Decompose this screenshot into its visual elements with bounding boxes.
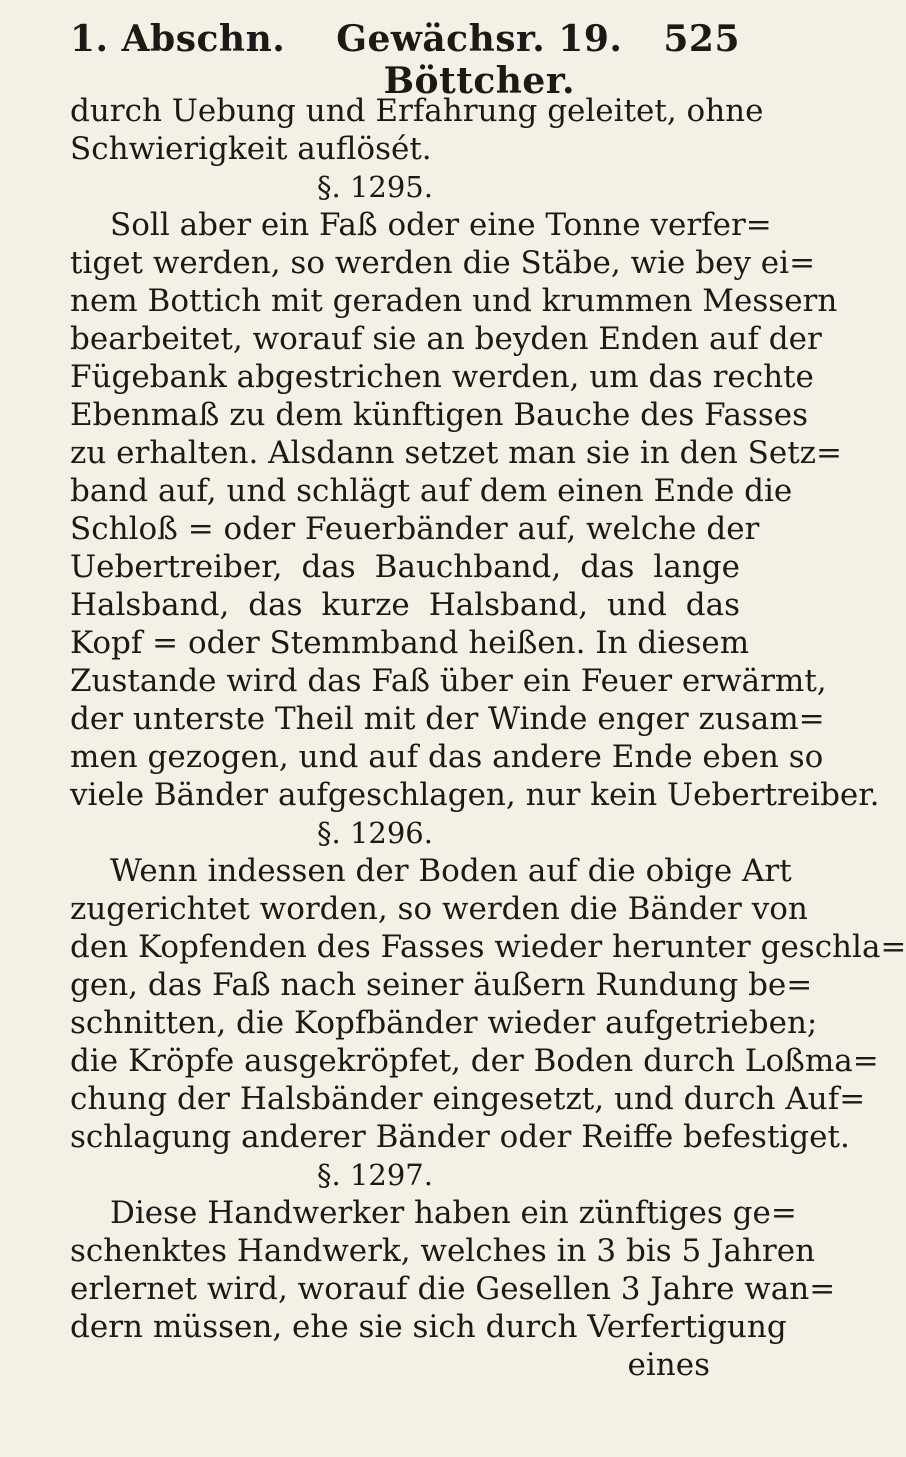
- text-line: Diese Handwerker haben ein zünftiges ge=: [110, 1195, 797, 1231]
- text-line: Wenn indessen der Boden auf die obige Art: [110, 853, 792, 889]
- text-line: Soll aber ein Faß oder eine Tonne verfer=: [110, 207, 772, 243]
- text-line: viele Bänder aufgeschlagen, nur kein Uebertreiber.: [70, 777, 880, 813]
- section-number: §. 1296.: [317, 816, 433, 850]
- text-line: durch Uebung und Erfahrung geleitet, ohne: [70, 93, 764, 129]
- text-line: Zustande wird das Faß über ein Feuer erwärmt,: [70, 663, 827, 699]
- text-line: Kopf = oder Stemmband heißen. In diesem: [70, 625, 750, 661]
- text-line: der unterste Theil mit der Winde enger zusam=: [70, 701, 825, 737]
- body-text: [70, 92, 906, 1384]
- text-line: schlagung anderer Bänder oder Reiffe befestiget.: [70, 1119, 850, 1155]
- section-number: §. 1297.: [317, 1158, 433, 1192]
- page-number: 525: [663, 18, 740, 60]
- text-line: band auf, und schlägt auf dem einen Ende die: [70, 473, 793, 509]
- text-line: schnitten, die Kopfbänder wieder aufgetrieben;: [70, 1005, 818, 1041]
- text-line: gen, das Faß nach seiner äußern Rundung be=: [70, 967, 813, 1003]
- text-line: Schwierigkeit auflösét.: [70, 131, 432, 167]
- section-number: §. 1295.: [317, 170, 433, 204]
- text-line: bearbeitet, worauf sie an beyden Enden auf der: [70, 321, 822, 357]
- text-line: tiget werden, so werden die Stäbe, wie bey ei=: [70, 245, 816, 281]
- running-head-title: Gewächsr. 19. Böttcher.: [336, 18, 623, 102]
- text-line: Schloß = oder Feuerbänder auf, welche der: [70, 511, 760, 547]
- text-line: erlernet wird, worauf die Gesellen 3 Jahre wan=: [70, 1271, 836, 1307]
- text-line: men gezogen, und auf das andere Ende eben so: [70, 739, 824, 775]
- text-line: nem Bottich mit geraden und krummen Messern: [70, 283, 838, 319]
- catchword: eines: [627, 1347, 710, 1383]
- running-head: [70, 18, 740, 102]
- text-line: zugerichtet worden, so werden die Bänder von: [70, 891, 808, 927]
- text-line: Halsband, das kurze Halsband, und das: [70, 587, 740, 623]
- running-head-section: 1. Abschn.: [70, 18, 286, 60]
- text-line: schenktes Handwerk, welches in 3 bis 5 Jahren: [70, 1233, 816, 1269]
- text-line: dern müssen, ehe sie sich durch Verfertigung: [70, 1309, 787, 1345]
- text-line: zu erhalten. Alsdann setzet man sie in den Setz=: [70, 435, 842, 471]
- text-line: chung der Halsbänder eingesetzt, und durch Auf=: [70, 1081, 866, 1117]
- text-line: die Kröpfe ausgekröpfet, der Boden durch Loßma=: [70, 1043, 879, 1079]
- text-line: Ebenmaß zu dem künftigen Bauche des Fasses: [70, 397, 809, 433]
- text-line: Fügebank abgestrichen werden, um das rechte: [70, 359, 814, 395]
- text-line: den Kopfenden des Fasses wieder herunter geschla=: [70, 929, 906, 965]
- text-line: Uebertreiber, das Bauchband, das lange: [70, 549, 740, 585]
